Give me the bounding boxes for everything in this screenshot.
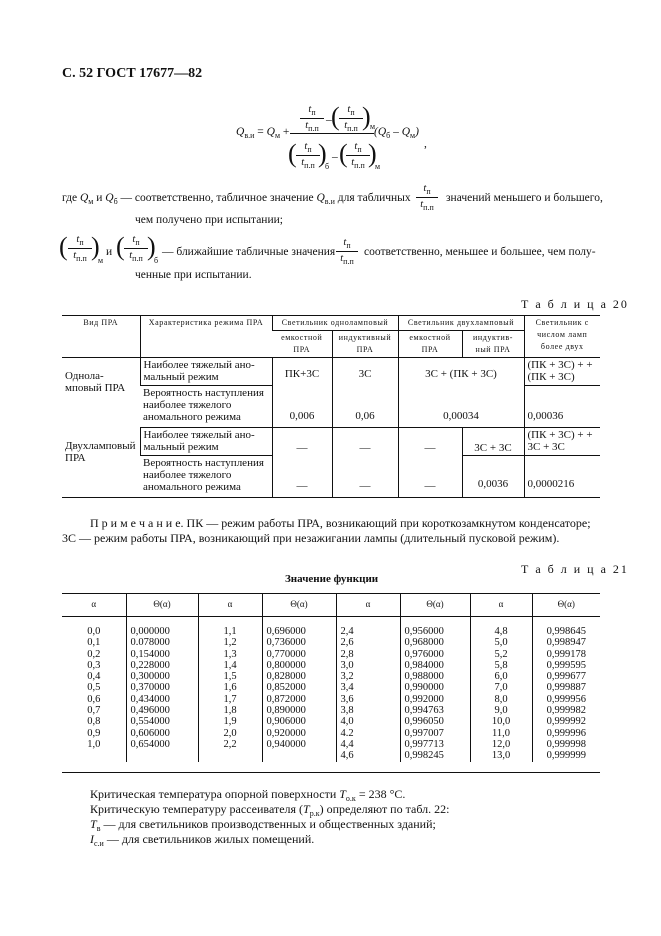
cell: 3С + 3С bbox=[462, 428, 524, 456]
table-cell-value: 4,4 bbox=[340, 738, 354, 750]
formula-comma: , bbox=[424, 138, 427, 150]
table-cell-value: 0,696000 bbox=[266, 626, 306, 637]
where-line-1-end: значений меньшего и большего, bbox=[446, 192, 603, 204]
num-minus: – bbox=[326, 114, 332, 126]
footer-line-4: $I_{с.и}$ — для светильников жилых помещений. bbox=[90, 832, 315, 848]
table-cell-value: 8,0 bbox=[494, 693, 508, 705]
table-20 bbox=[62, 315, 600, 498]
table-cell-value: 0,968000 bbox=[404, 637, 444, 649]
near-sub-m: м bbox=[98, 256, 104, 265]
cell-vid: Одноламповый ПРА bbox=[65, 370, 126, 394]
cell-har: Вероятность наступления наиболее тяжелого аномального режима bbox=[140, 386, 272, 428]
table21-bottom-rule bbox=[62, 772, 600, 773]
page-header: С. 52 ГОСТ 17677—82 bbox=[62, 66, 203, 81]
table-cell-value: 0,654000 bbox=[130, 738, 170, 750]
main-fraction-bar bbox=[290, 133, 374, 134]
cell-har: Наиболее тяжелый аномальный режим bbox=[140, 428, 272, 456]
th-alpha: α bbox=[336, 594, 400, 617]
table21-title: Значение функции bbox=[285, 573, 379, 585]
th-vid: Вид ПРА bbox=[62, 316, 140, 358]
table-cell-value: 0.078000 bbox=[130, 637, 170, 649]
table-cell-value: 12,0 bbox=[491, 738, 511, 750]
cell: — bbox=[398, 456, 462, 498]
table-cell-value: 1,8 bbox=[223, 705, 237, 717]
table-cell-value: 9,0 bbox=[494, 705, 508, 717]
table-cell-value: 3,2 bbox=[340, 671, 354, 683]
table-cell-value: 4.2 bbox=[340, 727, 354, 739]
th-alpha: α bbox=[470, 594, 532, 617]
table-cell-value: 0,999999 bbox=[546, 750, 586, 762]
table-cell-value: 0,228000 bbox=[130, 659, 170, 671]
note bbox=[62, 516, 602, 545]
footer-line-1: Критическая температура опорной поверхности $T_{о.к} = 238$ °С. bbox=[90, 787, 406, 803]
table-cell-value: 0,998947 bbox=[546, 637, 586, 649]
table-cell-value: 0,0 bbox=[87, 626, 101, 637]
th-odn: Светильник одноламповый bbox=[272, 316, 398, 331]
table-cell-value: 0,996050 bbox=[404, 716, 444, 728]
where-line-1: где $Q_м$ и $Q_б$ — соответственно, табличное значение $Q_{в.и}$ для табличных bbox=[62, 192, 411, 206]
cell: — bbox=[398, 428, 462, 456]
table-cell-value: 1,0 bbox=[87, 738, 101, 750]
table-cell-value: 0,852000 bbox=[266, 682, 306, 694]
near-text-2: соответственно, меньшее и большее, чем полу- bbox=[364, 246, 596, 258]
note-label: П р и м е ч а н и е. bbox=[90, 516, 184, 530]
table-cell-value: 1,4 bbox=[223, 659, 237, 671]
table-cell-value: 0,5 bbox=[87, 682, 101, 694]
table-cell-value: 0,994763 bbox=[404, 705, 444, 717]
table-row bbox=[62, 456, 600, 498]
near-frac-3: $t_п$ $t_{п.п}$ bbox=[336, 237, 358, 266]
table-cell-value: 5,0 bbox=[494, 637, 508, 649]
table-cell-value: 1,3 bbox=[223, 648, 237, 660]
cell-har: Вероятность наступления наиболее тяжелого аномального режима bbox=[143, 457, 264, 493]
paren-open: ( bbox=[116, 232, 125, 261]
col-theta-4 bbox=[532, 617, 600, 762]
table-cell-value: 0,800000 bbox=[266, 659, 306, 671]
paren-open: ( bbox=[288, 139, 297, 168]
th-bol: Светильник с числом ламп более двух bbox=[524, 316, 600, 358]
table-cell-value: 0,984000 bbox=[404, 659, 444, 671]
table-cell-value: 0,956000 bbox=[404, 626, 444, 637]
table-cell-value: 0,997007 bbox=[404, 727, 444, 739]
cell: 0,06 bbox=[332, 386, 398, 428]
paren-close: ) bbox=[91, 232, 100, 261]
table-cell-value: 0,770000 bbox=[266, 648, 306, 660]
table-cell-value: 1,5 bbox=[223, 671, 237, 683]
den-frac-2: $t_п$ $t_{п.п}$ bbox=[346, 141, 370, 170]
table-cell-value: 1,1 bbox=[223, 626, 237, 637]
paren-open: ( bbox=[331, 102, 340, 131]
th-theta: Θ(α) bbox=[532, 594, 600, 617]
cell: — bbox=[272, 428, 332, 456]
near-text-3: ченные при испытании. bbox=[135, 269, 252, 281]
th-theta: Θ(α) bbox=[262, 594, 336, 617]
table-cell-value: 0,3 bbox=[87, 659, 101, 671]
num-sub-m: м bbox=[370, 122, 376, 131]
col-alpha-4 bbox=[470, 617, 532, 762]
num-frac-1: $t_п$ $t_{п.п}$ bbox=[300, 104, 324, 133]
table-cell-value: 2,0 bbox=[223, 727, 237, 739]
table21-caption: Т а б л и ц а 21 bbox=[521, 562, 629, 576]
table-cell-value: 6,0 bbox=[494, 671, 508, 683]
th-ind2: индуктив-ный ПРА bbox=[462, 331, 524, 358]
table-cell-value: 0,992000 bbox=[404, 693, 444, 705]
table-cell-value: 0,300000 bbox=[130, 671, 170, 683]
table-cell-value: 4,6 bbox=[340, 750, 354, 762]
col-theta-2 bbox=[262, 617, 336, 762]
near-sub-b: б bbox=[154, 256, 159, 265]
table-cell-value: 10,0 bbox=[491, 716, 511, 728]
table-cell-value: 3,4 bbox=[340, 682, 354, 694]
col-alpha-1 bbox=[62, 617, 126, 762]
col-theta-1 bbox=[126, 617, 198, 762]
table-cell-value: 0,496000 bbox=[130, 705, 170, 717]
table-cell-value: 0,1 bbox=[87, 637, 101, 649]
table-cell-value: 0,890000 bbox=[266, 705, 306, 717]
th-ind1: индуктивный ПРА bbox=[332, 331, 398, 358]
table-cell-value: 0,8 bbox=[87, 716, 101, 728]
table-cell-value: 0,976000 bbox=[404, 648, 444, 660]
table-cell-value: 0,154000 bbox=[130, 648, 170, 660]
num-frac-2: $t_п$ $t_{п.п}$ bbox=[339, 104, 363, 133]
th-dvuh: Светильник двухламповый bbox=[398, 316, 524, 331]
col-alpha-3 bbox=[336, 617, 400, 762]
cell: — bbox=[332, 456, 398, 498]
table-cell-value: 0,370000 bbox=[130, 682, 170, 694]
table-cell-value: 0,7 bbox=[87, 705, 101, 717]
table-cell-value: 11,0 bbox=[492, 727, 510, 739]
th-alpha: α bbox=[198, 594, 262, 617]
col-alpha-2 bbox=[198, 617, 262, 762]
table-cell-value: 0,554000 bbox=[130, 716, 170, 728]
table-cell-value: 0,736000 bbox=[266, 637, 306, 649]
cell: — bbox=[332, 428, 398, 456]
table-row bbox=[62, 386, 600, 428]
th-theta: Θ(α) bbox=[400, 594, 470, 617]
table-cell-value: 0,999956 bbox=[546, 693, 586, 705]
table-cell-value: 0,988000 bbox=[404, 671, 444, 683]
cell: (ПК + 3С) + + (ПК + 3С) bbox=[524, 358, 600, 386]
table-row bbox=[62, 358, 600, 386]
where-line-2: чем получено при испытании; bbox=[135, 214, 283, 226]
table-cell-value: 0,998645 bbox=[546, 626, 586, 637]
table-cell-value: 5,8 bbox=[494, 659, 508, 671]
table-cell-value: 0,000000 bbox=[130, 626, 170, 637]
cell: 0,00034 bbox=[398, 386, 524, 428]
table-cell-value: 0,940000 bbox=[266, 738, 306, 750]
cell-har: Наиболее тяжелый аномальный режим bbox=[140, 358, 272, 386]
th-alpha: α bbox=[62, 594, 126, 617]
table-cell-value: 0,4 bbox=[87, 671, 101, 683]
table-cell-value: 0,990000 bbox=[404, 682, 444, 694]
table-cell-value: 1,9 bbox=[223, 716, 237, 728]
footer-line-2: Критическую температуру рассеивателя $(T_{р.к})$ определяют по табл. 22: bbox=[90, 802, 450, 818]
table-cell-value: 3,0 bbox=[340, 659, 354, 671]
table-row bbox=[62, 428, 600, 456]
cell: ПК+3С bbox=[272, 358, 332, 386]
table-cell-value: 0,999998 bbox=[546, 738, 586, 750]
col-theta-3 bbox=[400, 617, 470, 762]
table-cell-value: 0,872000 bbox=[266, 693, 306, 705]
table-cell-value: 3,8 bbox=[340, 705, 354, 717]
near-text: — ближайшие табличные значения bbox=[162, 246, 336, 258]
formula-tail: $(Q_б - Q_м)$ bbox=[374, 126, 419, 140]
table-21 bbox=[62, 593, 600, 762]
table-cell-value: 13,0 bbox=[491, 750, 511, 762]
th-har: Характеристика режима ПРА bbox=[140, 316, 272, 358]
den-frac-1: $t_п$ $t_{п.п}$ bbox=[296, 141, 320, 170]
table-cell-value: 0,999178 bbox=[546, 648, 586, 660]
table-cell-value: 0,999992 bbox=[546, 716, 586, 728]
table-cell-value: 1,7 bbox=[223, 693, 237, 705]
paren-open: ( bbox=[339, 139, 348, 168]
th-emk2: емкостной ПРА bbox=[398, 331, 462, 358]
table-cell-value: 0,999982 bbox=[546, 705, 586, 717]
table-cell-value: 2,4 bbox=[340, 626, 354, 637]
table-cell-value: 7,0 bbox=[494, 682, 508, 694]
table-cell-value: 0,434000 bbox=[130, 693, 170, 705]
cell: 0,00036 bbox=[524, 386, 600, 428]
where-frac: $t_п$ $t_{п.п}$ bbox=[416, 183, 438, 212]
table-cell-value: 0,2 bbox=[87, 648, 101, 660]
table-cell-value: 0,999677 bbox=[546, 671, 586, 683]
table-cell-value: 2,2 bbox=[223, 738, 237, 750]
note-text: ПК — режим работы ПРА, возникающий при короткозамкнутом конденсаторе; 3С — режим работы ПРА, возникающий при незажигании лампы (длительный пусковой режим). bbox=[62, 516, 591, 545]
paren-close: ) bbox=[368, 139, 377, 168]
cell: 0,0036 bbox=[462, 456, 524, 498]
cell: — bbox=[272, 456, 332, 498]
den-sub-b: б bbox=[325, 162, 330, 171]
table-cell-value: 0,606000 bbox=[130, 727, 170, 739]
th-theta: Θ(α) bbox=[126, 594, 198, 617]
near-and: и bbox=[106, 246, 113, 258]
paren-close: ) bbox=[362, 102, 371, 131]
table-cell-value: 1,2 bbox=[223, 637, 237, 649]
table-cell-value: 0,906000 bbox=[266, 716, 306, 728]
paren-open: ( bbox=[59, 232, 68, 261]
table-cell-value: 4,0 bbox=[340, 716, 354, 728]
den-minus: – bbox=[332, 151, 338, 163]
table-cell-value: 0,828000 bbox=[266, 671, 306, 683]
table-cell-value: 0,998245 bbox=[404, 750, 444, 762]
near-frac-2: $t_п$ $t_{п.п}$ bbox=[124, 234, 148, 263]
den-sub-m: м bbox=[375, 162, 381, 171]
table-cell-value: 0,6 bbox=[87, 693, 101, 705]
cell: 3С bbox=[332, 358, 398, 386]
paren-close: ) bbox=[147, 232, 156, 261]
footer-line-3: $T_в$ — для светильников производственных и общественных зданий; bbox=[90, 817, 436, 833]
table-cell-value: 0,999887 bbox=[546, 682, 586, 694]
table-cell-value: 2,6 bbox=[340, 637, 354, 649]
table-cell-value: 0,997713 bbox=[404, 738, 444, 750]
table-cell-value: 0,999996 bbox=[546, 727, 586, 739]
cell: (ПК + 3С) + + 3С + 3С bbox=[524, 428, 600, 456]
near-frac-1: $t_п$ $t_{п.п}$ bbox=[68, 234, 92, 263]
formula-lhs: $Q_{в.и} = Q_м$ + bbox=[236, 126, 290, 140]
cell: 0,0000216 bbox=[524, 456, 600, 498]
table-cell-value: 3,6 bbox=[340, 693, 354, 705]
table-cell-value: 2,8 bbox=[340, 648, 354, 660]
th-emk1: емкостной ПРА bbox=[272, 331, 332, 358]
cell: 3С + (ПК + 3С) bbox=[398, 358, 524, 386]
table-cell-value: 0,9 bbox=[87, 727, 101, 739]
cell: 0,006 bbox=[272, 386, 332, 428]
table-cell-value: 1,6 bbox=[223, 682, 237, 694]
table-cell-value: 4,8 bbox=[494, 626, 508, 637]
table20-caption: Т а б л и ц а 20 bbox=[521, 297, 629, 311]
table-cell-value: 0,999595 bbox=[546, 659, 586, 671]
cell-vid: Двухламповый ПРА bbox=[65, 439, 136, 464]
table-cell-value: 0,920000 bbox=[266, 727, 306, 739]
table-cell-value: 5,2 bbox=[494, 648, 508, 660]
paren-close: ) bbox=[318, 139, 327, 168]
